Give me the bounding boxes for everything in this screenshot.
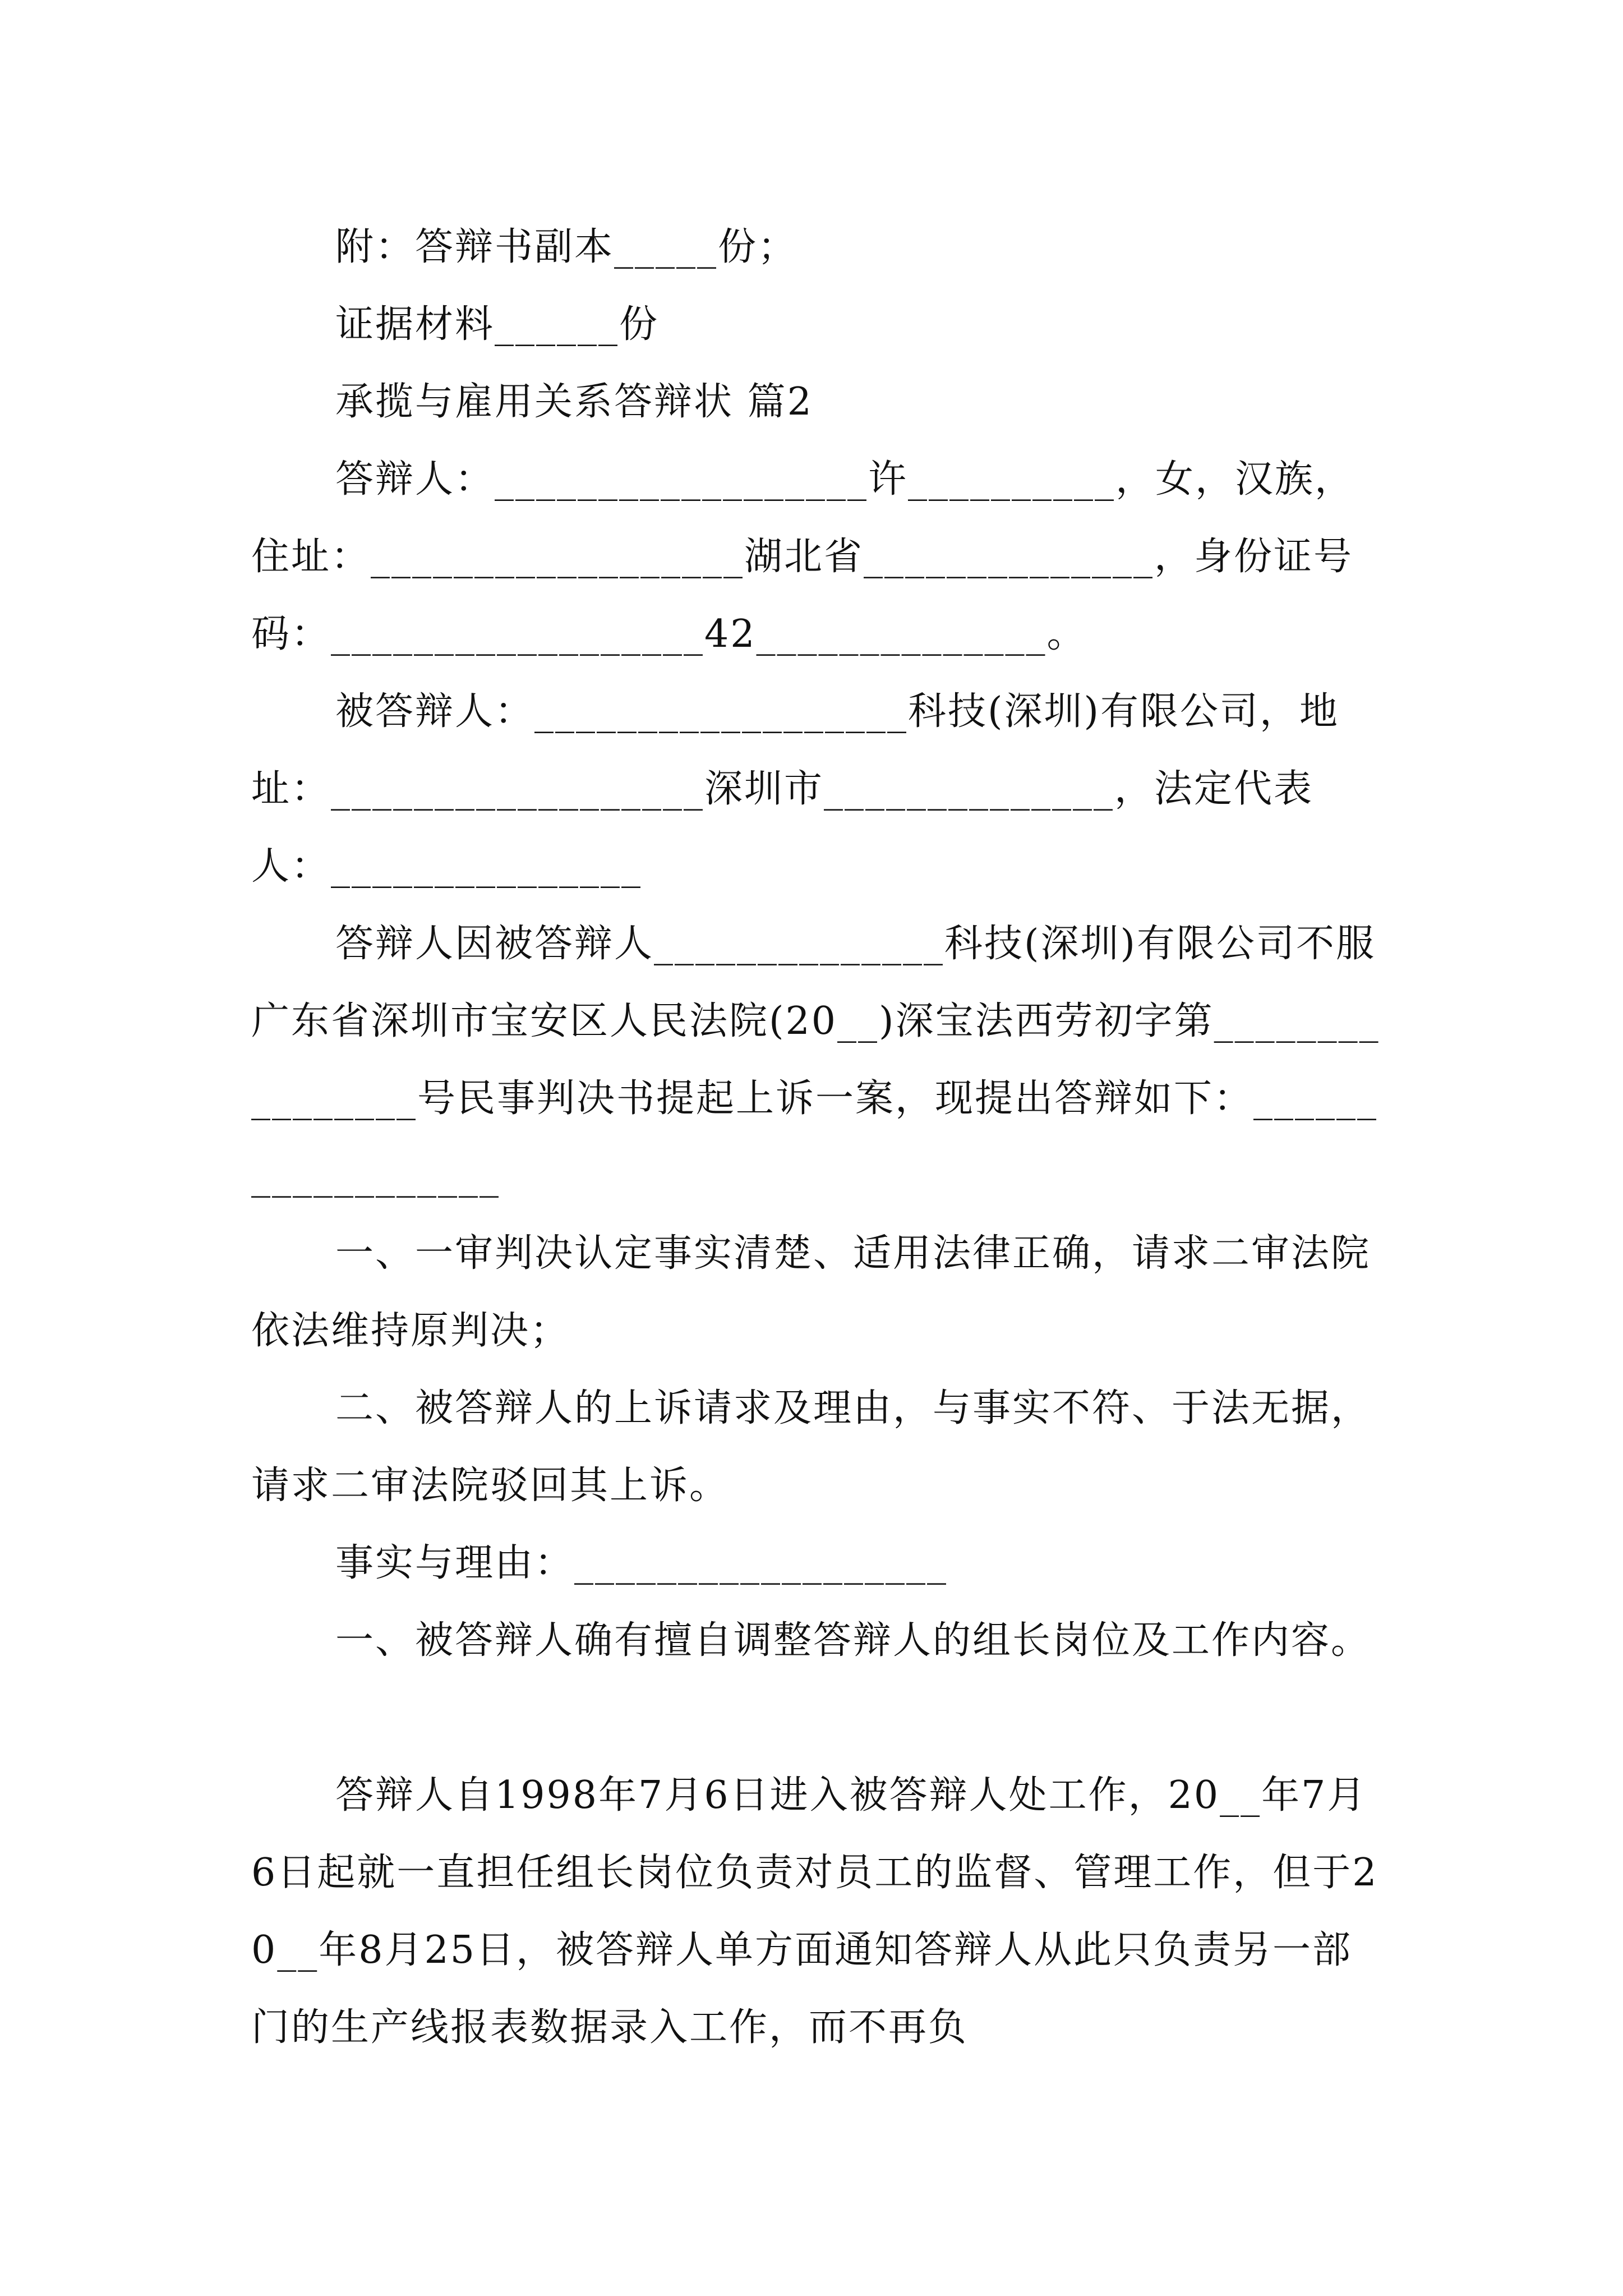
paragraph-intro: 答辩人因被答辩人______________科技(深圳)有限公司不服广东省深圳市宝安区人民法院(20__)深宝法西劳初字第________________号民事判决书提起上诉一案，现提出答辩如下：__________________ xyxy=(251,922,1380,1198)
paragraph-appellant: 被答辩人：__________________科技(深圳)有限公司，地址：__________________深圳市______________，法定代表人：_______________ xyxy=(251,689,1340,889)
paragraph-respondent: 答辩人：__________________许__________，女，汉族，住址：__________________湖北省______________，身份证号码：__________________42______________。 xyxy=(251,457,1355,656)
paragraph-point-one: 一、一审判决认定事实清楚、适用法律正确，请求二审法院依法维持原判决； xyxy=(251,1231,1371,1353)
paragraph-fact-detail: 答辩人自1998年7月6日进入被答辩人处工作，20__年7月6日起就一直担任组长岗位负责对员工的监督、管理工作，但于20__年8月25日，被答辩人单方面通知答辩人从此只负责另一部门的生产线报表数据录入工作，而不再负 xyxy=(251,1773,1378,2050)
paragraph-fact-one: 一、被答辩人确有擅自调整答辩人的组长岗位及工作内容。 xyxy=(335,1618,1371,1663)
paragraph-point-two: 二、被答辩人的上诉请求及理由，与事实不符、于法无据，请求二审法院驳回其上诉。 xyxy=(251,1386,1371,1508)
section-title: 承揽与雇用关系答辩状 篇2 xyxy=(335,380,813,424)
paragraph-evidence-materials: 证据材料______份 xyxy=(335,302,660,347)
paragraph-facts-heading: 事实与理由：__________________ xyxy=(335,1541,948,1585)
paragraph-attachment-copies: 附：答辩书副本_____份； xyxy=(335,225,798,269)
